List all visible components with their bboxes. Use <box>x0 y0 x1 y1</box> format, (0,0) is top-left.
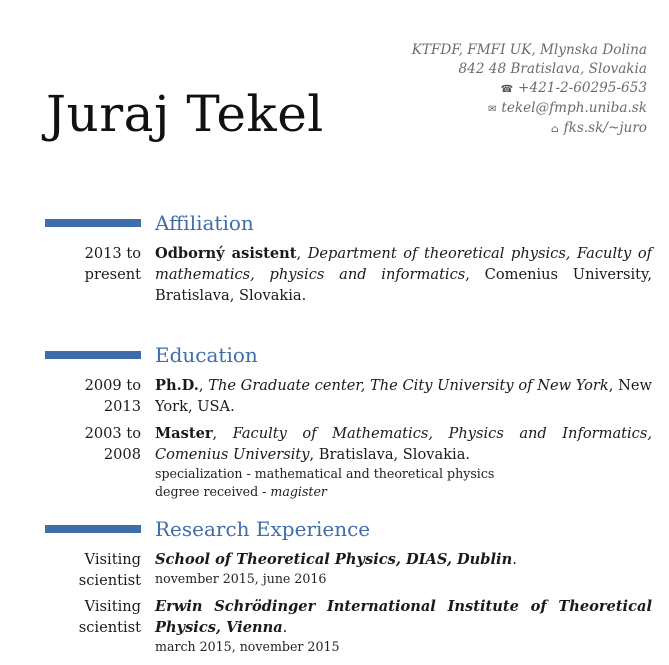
entry-description: School of Theoretical Physics, DIAS, Dublin. november 2015, june 2016 <box>155 549 652 588</box>
entry-description: Master, Faculty of Mathematics, Physics and Informatics, Comenius University, Bratislava, Slovakia. specialization - mathematical and theoretical physics degree received - magister <box>155 425 652 499</box>
phone-icon: ☎ <box>500 84 514 95</box>
entry-dates: 2003 to 2008 <box>84 425 141 463</box>
website-link[interactable]: fks.sk/~juro <box>563 120 647 136</box>
entry-role: Visiting scientist <box>78 551 141 589</box>
section-bar <box>45 351 141 359</box>
contact-info <box>412 41 647 139</box>
envelope-icon: ✉ <box>487 104 497 115</box>
section-title: Affiliation <box>155 211 254 235</box>
institution: School of Theoretical Physics, DIAS, Dublin <box>155 551 513 568</box>
visit-dates: november 2015, june 2016 <box>155 571 327 586</box>
degree-name: Ph.D. <box>155 377 199 394</box>
degree-name: Master <box>155 425 213 442</box>
address-line-1: KTFDF, FMFI UK, Mlynska Dolina <box>411 42 647 58</box>
institution: Erwin Schrödinger International Institute of Theoretical Physics, Vienna <box>155 598 652 636</box>
entry-description: Erwin Schrödinger International Institute of Theoretical Physics, Vienna. march 2015, november 2015 <box>155 598 652 654</box>
phone-row <box>412 79 647 99</box>
degree-received: degree received - magister <box>155 484 327 499</box>
address-line-2: 842 48 Bratislava, Slovakia <box>458 61 647 77</box>
website-row[interactable] <box>412 119 647 139</box>
institution: Faculty of Mathematics, Physics and Informatics, Comenius University <box>155 425 652 463</box>
visit-dates: march 2015, november 2015 <box>155 639 340 654</box>
institution: The Graduate center, The City University of New York <box>208 377 609 394</box>
entry-description: Ph.D., The Graduate center, The City University of New York, New York, USA. <box>155 377 652 415</box>
phone-number: +421-2-60295-653 <box>518 80 647 96</box>
specialization: specialization - mathematical and theoretical physics <box>155 466 495 481</box>
section-bar <box>45 219 141 227</box>
section-title: Education <box>155 343 258 367</box>
entry-dates: 2009 to 2013 <box>84 377 141 415</box>
institution: Department of theoretical physics, Faculty of mathematics, physics and informatics <box>155 245 653 283</box>
section-title: Research Experience <box>155 517 371 541</box>
position-title: Odborný asistent <box>155 245 297 262</box>
person-name: Juraj Tekel <box>46 85 324 143</box>
home-icon: ⌂ <box>550 124 559 135</box>
email-link[interactable]: tekel@fmph.uniba.sk <box>501 100 647 116</box>
entry-role: Visiting scientist <box>78 598 141 636</box>
entry-description: Odborný asistent, Department of theoretical physics, Faculty of mathematics, physics and informatics, Comenius University, Bratislava, Slovakia. <box>155 245 653 304</box>
section-bar <box>45 525 141 533</box>
email-row[interactable] <box>412 99 647 119</box>
entry-dates: 2013 to present <box>84 245 141 283</box>
